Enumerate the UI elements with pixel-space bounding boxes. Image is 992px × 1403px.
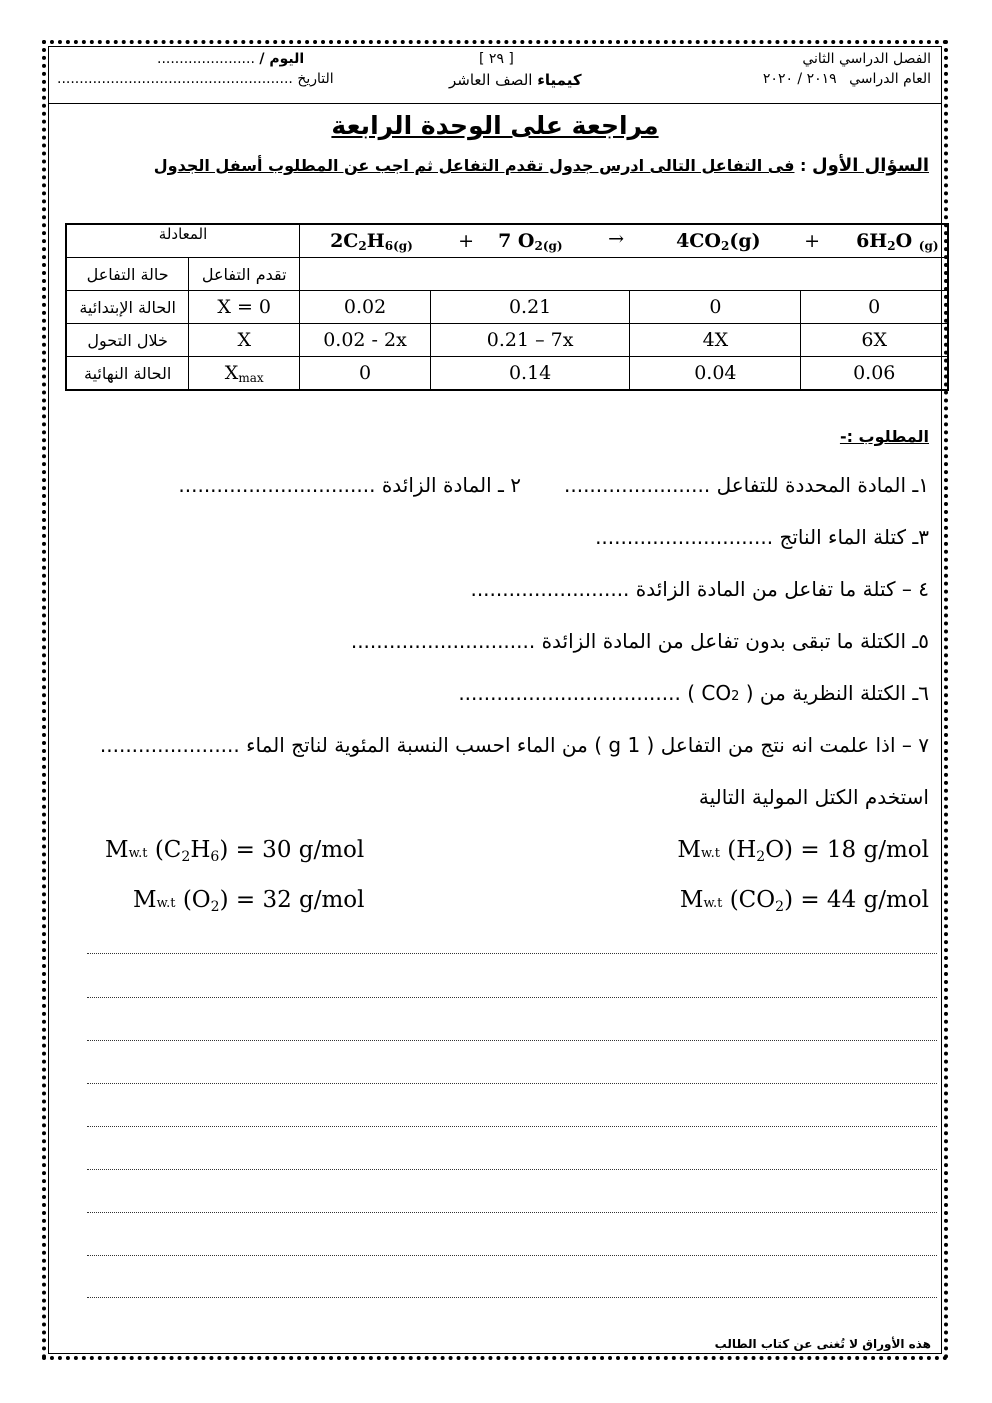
answer-line	[87, 1297, 937, 1298]
answer-line	[87, 1255, 937, 1256]
day-label: اليوم /	[259, 51, 305, 67]
state-header: حالة التفاعل	[66, 258, 189, 291]
grade: الصف العاشر	[449, 71, 533, 89]
required-item-7: ٧ – اذا علمت انه نتج من التفاعل ( g 1 ) من الماء احسب النسبة المئوية لناتج الماء ......................	[99, 733, 929, 757]
equation-cell	[300, 224, 948, 258]
progress-cell: X = 0	[189, 291, 300, 324]
eq-plus-2: +	[804, 230, 820, 252]
date-label: التاريخ	[297, 71, 334, 87]
molar-mass-h2o: Mw.t (H2O) = 18 g/mol	[677, 837, 929, 865]
required-item-5: ٥ـ الكتلة ما تبقى بدون تفاعل من المادة الزائدة .............................	[350, 629, 929, 653]
answer-line	[87, 1040, 937, 1041]
table-row	[66, 291, 948, 324]
answer-line	[87, 1083, 937, 1084]
value-cell: 6X	[801, 324, 948, 357]
value-cell: 0.02	[300, 291, 431, 324]
eq-arrow: →	[608, 228, 624, 250]
value-cell: 0.06	[801, 357, 948, 391]
state-cell: الحالة النهائية	[66, 357, 189, 391]
required-label: المطلوب :-	[839, 427, 929, 446]
molar-mass-o2: Mw.t (O2) = 32 g/mol	[133, 887, 365, 915]
table-row	[66, 357, 948, 391]
worksheet-page	[42, 40, 948, 1360]
state-cell: الحالة الإبتدائية	[66, 291, 189, 324]
required-item-1: ١ـ المادة المحددة للتفاعل .......................	[564, 473, 929, 497]
eq-o2: 7 $O_{2(g)}$	[498, 230, 563, 253]
day-field	[157, 51, 304, 67]
value-cell: 0.21 – 7x	[430, 324, 629, 357]
value-cell: 0.04	[630, 357, 801, 391]
eq-h2o: $6H_2O$ $_{(g)}$	[856, 230, 939, 253]
question-text: فى التفاعل التالى ادرس جدول تقدم التفاعل ثم اجب عن المطلوب أسفل الجدول	[153, 156, 795, 175]
labels-row-empty	[300, 258, 948, 291]
day-dots: ......................	[157, 51, 255, 67]
molar-mass-c2h6: Mw.t (C2H6) = 30 g/mol	[105, 837, 365, 865]
value-cell: 0.21	[430, 291, 629, 324]
header-divider	[49, 103, 941, 104]
year-value: ٢٠١٩ / ٢٠٢٠	[762, 71, 837, 87]
semester-text: الفصل الدراسي الثاني	[802, 51, 931, 67]
value-cell: 0	[801, 291, 948, 324]
value-cell: 0.02 - 2x	[300, 324, 431, 357]
date-field	[57, 71, 334, 87]
school-year	[763, 71, 931, 87]
use-molar-masses: استخدم الكتل المولية التالية	[698, 785, 929, 809]
molar-mass-co2: Mw.t (CO2) = 44 g/mol	[679, 887, 929, 915]
state-cell: خلال التحول	[66, 324, 189, 357]
subject-grade	[449, 71, 582, 89]
subject: كيمياء	[537, 71, 582, 89]
eq-co2: $4CO_2(g)$	[676, 230, 761, 253]
progress-cell: X	[189, 324, 300, 357]
equation-label: المعادلة	[66, 224, 300, 258]
value-cell: 0.14	[430, 357, 629, 391]
answer-line	[87, 997, 937, 998]
page-number: [ ٢٩ ]	[479, 51, 514, 67]
value-cell: 0	[630, 291, 801, 324]
progress-header: تقدم التفاعل	[189, 258, 300, 291]
question-colon: :	[800, 156, 807, 175]
required-item-3: ٣ـ كتلة الماء الناتج ............................	[595, 525, 929, 549]
date-dots: .....................................................	[57, 71, 293, 87]
labels-row	[66, 258, 948, 291]
question-line	[154, 155, 929, 176]
required-item-2: ٢ ـ المادة الزائدة ...............................	[178, 473, 521, 497]
question-label: السؤال الأول	[812, 155, 929, 176]
worksheet-inner-border	[48, 46, 942, 1354]
required-item-6: ٦ـ الكتلة النظرية من ( CO2 ) ...................................	[458, 681, 929, 705]
reaction-progress-table	[65, 223, 949, 391]
table-row	[66, 324, 948, 357]
footer-note: هذه الأوراق لا تُغنى عن كتاب الطالب	[714, 1337, 931, 1351]
page-title: مراجعة على الوحدة الرابعة	[331, 111, 659, 140]
eq-plus-1: +	[458, 230, 474, 252]
answer-line	[87, 1126, 937, 1127]
eq-c2h6: $2C_2H_{6(g)}$	[330, 230, 413, 253]
year-label: العام الدراسي	[849, 71, 931, 87]
value-cell: 4X	[630, 324, 801, 357]
value-cell: 0	[300, 357, 431, 391]
answer-line	[87, 1169, 937, 1170]
answer-line	[87, 953, 937, 954]
equation-row	[66, 224, 948, 258]
answer-line	[87, 1212, 937, 1213]
required-item-4: ٤ – كتلة ما تفاعل من المادة الزائدة .........................	[470, 577, 929, 601]
progress-cell: $X_{max}$	[189, 357, 300, 391]
